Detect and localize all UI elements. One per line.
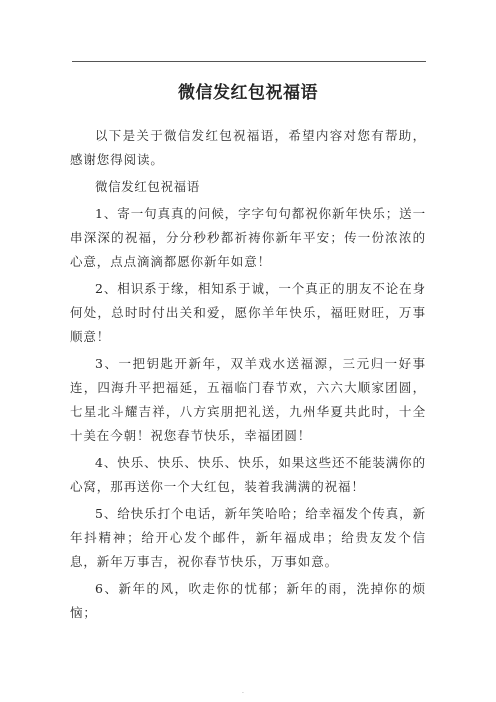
blessing-paragraph-4: 4、快乐、快乐、快乐、快乐，如果这些还不能装满你的心窝，那再送你一个大红包，装着我满满的祝福！: [70, 455, 426, 494]
blessing-paragraph-1: 1、寄一句真真的问候，字字句句都祝你新年快乐；送一串深深的祝福，分分秒秒都祈祷你新年平安；传一份浓浓的心意，点点滴滴都愿你新年如意！: [70, 206, 426, 269]
document-title: 微信发红包祝福语: [178, 83, 318, 103]
footer-dot: .: [242, 688, 244, 695]
document-body: [70, 124, 426, 628]
blessing-paragraph-6: 6、新年的风，吹走你的忧郁；新年的雨，洗掉你的烦恼；: [70, 581, 426, 620]
section-subheading: 微信发红包祝福语: [95, 179, 200, 194]
intro-paragraph: 以下是关于微信发红包祝福语，希望内容对您有帮助，感谢您得阅读。: [70, 128, 426, 167]
header-rule: [72, 61, 426, 62]
blessing-paragraph-2: 2、相识系于缘，相知系于诚，一个真正的朋友不论在身何处，总时时付出关和爱，愿你羊年快乐，福旺财旺，万事顺意！: [70, 281, 426, 344]
blessing-paragraph-3: 3、一把钥匙开新年，双羊戏水送福源，三元归一好事连，四海升平把福延，五福临门春节欢，六六大顺家团圆，七星北斗耀吉祥，八方宾朋把礼送，九州华夏共此时，十全十美在今朝！祝您春节快乐，幸福团圆！: [70, 356, 426, 443]
blessing-paragraph-5: 5、给快乐打个电话，新年笑哈哈；给幸福发个传真，新年抖精神；给开心发个邮件，新年福成串；给贵友发个信息，新年万事吉，祝你春节快乐，万事如意。: [70, 506, 426, 569]
